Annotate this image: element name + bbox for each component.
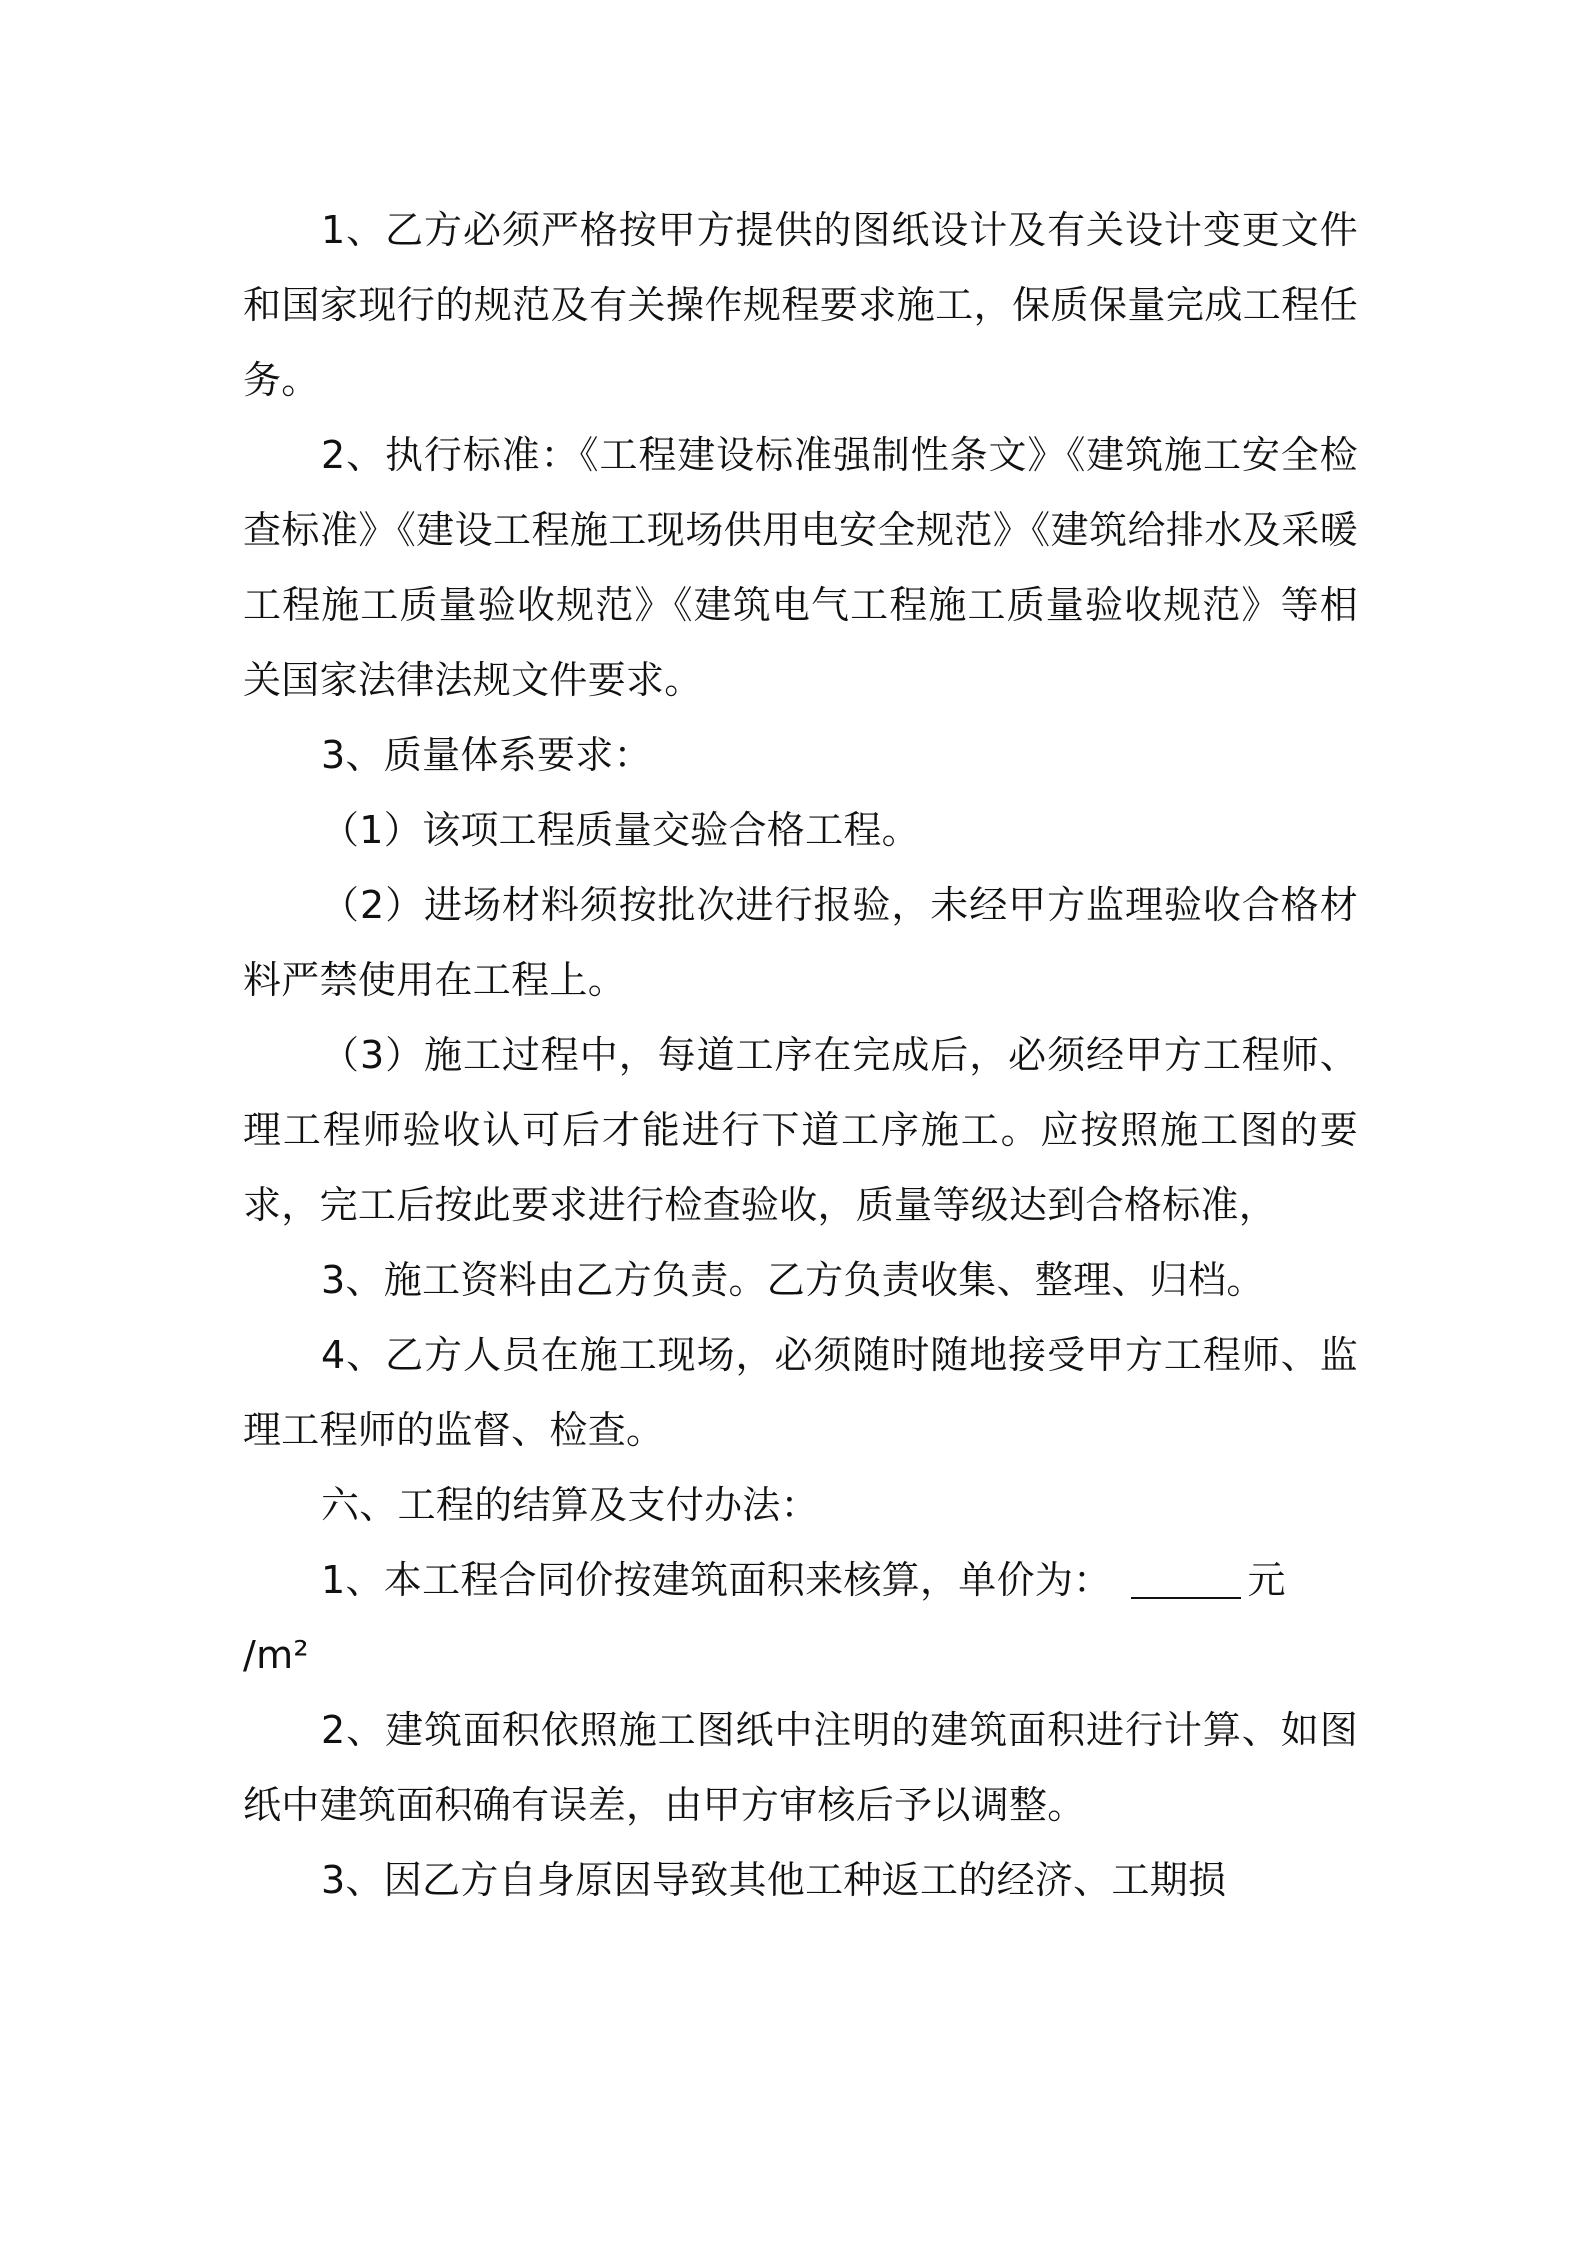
paragraph-7: 3、施工资料由乙方负责。乙方负责收集、整理、归档。 [321, 1258, 1265, 1302]
paragraph-3: 3、质量体系要求： [321, 733, 652, 777]
paragraph-1: 1、乙方必须严格按甲方提供的图纸设计及有关设计变更文件和国家现行的规范及有关操作规程要求施工，保质保量完成工程任务。 [243, 208, 1358, 402]
price-clause-text: 1、本工程合同价按建筑面积来核算，单价为： [321, 1558, 1112, 1602]
price-unit-area: /m² [243, 1633, 309, 1677]
paragraph-5: （2）进场材料须按批次进行报验，未经甲方监理验收合格材料严禁使用在工程上。 [243, 883, 1358, 1002]
paragraph-6: （3）施工过程中，每道工序在完成后，必须经甲方工程师、理工程师验收认可后才能进行下道工序施工。应按照施工图的要求，完工后按此要求进行检查验收，质量等级达到合格标准， [243, 1033, 1358, 1227]
paragraph-10: 2、建筑面积依照施工图纸中注明的建筑面积进行计算、如图纸中建筑面积确有误差，由甲方审核后予以调整。 [243, 1708, 1358, 1827]
price-clause [243, 1543, 1358, 1693]
paragraph-11: 3、因乙方自身原因导致其他工种返工的经济、工期损 [321, 1858, 1227, 1902]
document-body [243, 193, 1358, 1918]
section-heading: 六、工程的结算及支付办法： [321, 1483, 819, 1527]
paragraph-4: （1）该项工程质量交验合格工程。 [321, 808, 920, 852]
paragraph-8: 4、乙方人员在施工现场，必须随时随地接受甲方工程师、监理工程师的监督、检查。 [243, 1333, 1358, 1452]
price-blank-line [1131, 1559, 1241, 1599]
price-unit-yuan: 元 [1247, 1558, 1286, 1602]
paragraph-2: 2、执行标准：《工程建设标准强制性条文》《建筑施工安全检查标准》《建设工程施工现场供用电安全规范》《建筑给排水及采暖工程施工质量验收规范》《建筑电气工程施工质量验收规范》等相关国家法律法规文件要求。 [243, 433, 1358, 702]
